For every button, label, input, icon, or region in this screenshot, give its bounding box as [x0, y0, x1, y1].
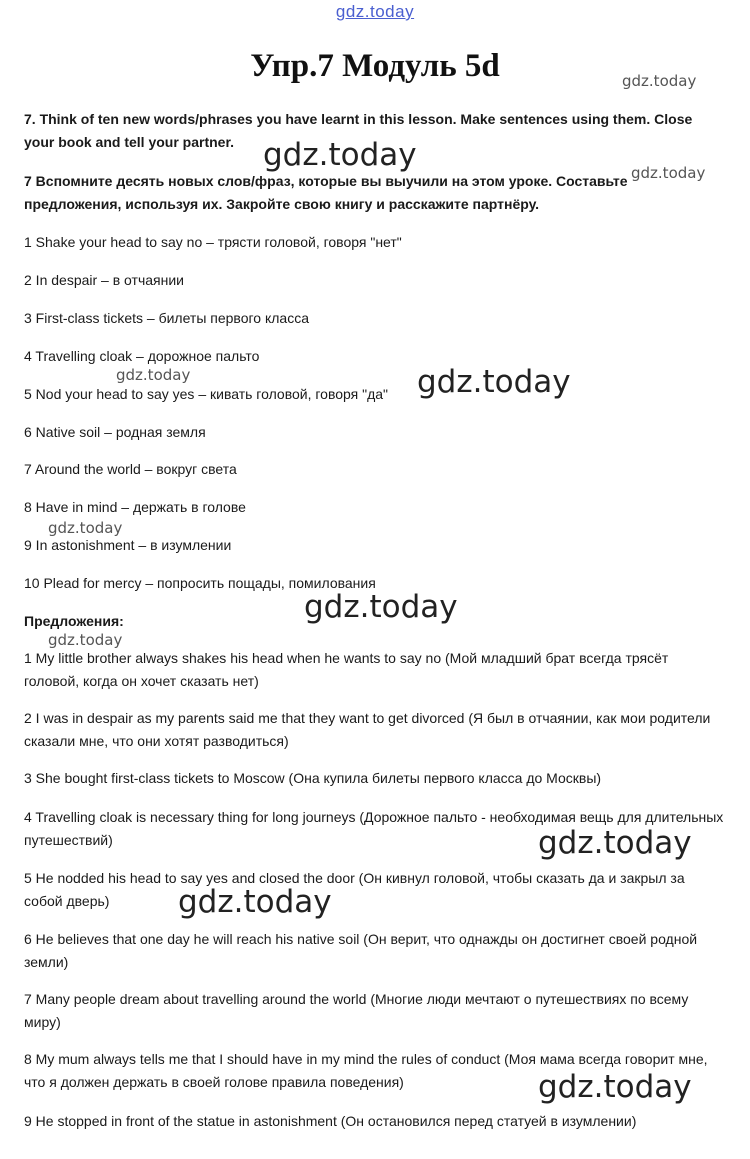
- watermark: gdz.today: [538, 825, 692, 861]
- sentence-item: 5 He nodded his head to say yes and closed the door (Он кивнул головой, чтобы сказать да и закрыл за собой дверь): [24, 870, 685, 909]
- phrase-item: 1 Shake your head to say no – трясти головой, говоря "нет": [24, 234, 402, 250]
- task-russian: 7 Вспомните десять новых слов/фраз, которые вы выучили на этом уроке. Составьте предложения, используя их. Закройте свою книгу и расскажите партнёру.: [24, 173, 628, 212]
- phrase-item: 5 Nod your head to say yes – кивать головой, говоря "да": [24, 386, 388, 402]
- watermark: gdz.today: [538, 1069, 692, 1105]
- watermark: gdz.today: [417, 364, 571, 400]
- phrase-item: 2 In despair – в отчаянии: [24, 272, 184, 288]
- phrase-item: 9 In astonishment – в изумлении: [24, 537, 232, 553]
- sentence-item: 8 My mum always tells me that I should have in my mind the rules of conduct (Моя мама всегда говорит мне, что я должен держать в своей голове правила поведения): [24, 1051, 708, 1090]
- sentence-item: 7 Many people dream about travelling around the world (Многие люди мечтают о путешествиях по всему миру): [24, 991, 689, 1030]
- phrase-item: 4 Travelling cloak – дорожное пальто: [24, 348, 260, 364]
- sentence-item: 9 He stopped in front of the statue in astonishment (Он остановился перед статуей в изумлении): [24, 1113, 637, 1129]
- sentence-item: 4 Travelling cloak is necessary thing for long journeys (Дорожное пальто - необходимая вещь для длительных путешествий): [24, 809, 724, 848]
- watermark: gdz.today: [48, 631, 123, 649]
- watermark: gdz.today: [304, 589, 458, 625]
- phrase-item: 7 Around the world – вокруг света: [24, 461, 237, 477]
- watermark: gdz.today: [631, 164, 706, 182]
- watermark: gdz.today: [263, 137, 417, 173]
- phrase-item: 8 Have in mind – держать в голове: [24, 499, 246, 515]
- task-english: 7. Think of ten new words/phrases you have learnt in this lesson. Make sentences using them. Close your book and tell your partner.: [24, 111, 693, 150]
- watermark: gdz.today: [622, 72, 697, 90]
- watermark: gdz.today: [116, 366, 191, 384]
- watermark: gdz.today: [178, 884, 332, 920]
- page-title: Упр.7 Модуль 5d: [250, 48, 500, 84]
- watermark: gdz.today: [48, 519, 123, 537]
- sentence-item: 2 I was in despair as my parents said me that they want to get divorced (Я был в отчаянии, как мои родители сказали мне, что они хотят разводиться): [24, 710, 711, 749]
- sentence-item: 1 My little brother always shakes his head when he wants to say no (Мой младший брат всегда трясёт головой, когда он хочет сказать нет): [24, 650, 669, 689]
- sentence-item: 6 He believes that one day he will reach his native soil (Он верит, что однажды он достигнет своей родной земли): [24, 931, 698, 970]
- sentence-item: 3 She bought first-class tickets to Moscow (Она купила билеты первого класса до Москвы): [24, 770, 602, 786]
- sentences-heading: Предложения:: [24, 613, 124, 629]
- phrase-item: 3 First-class tickets – билеты первого класса: [24, 310, 309, 326]
- phrase-item: 10 Plead for mercy – попросить пощады, помилования: [24, 575, 376, 591]
- phrase-item: 6 Native soil – родная земля: [24, 424, 206, 440]
- site-header-link[interactable]: gdz.today: [335, 2, 415, 21]
